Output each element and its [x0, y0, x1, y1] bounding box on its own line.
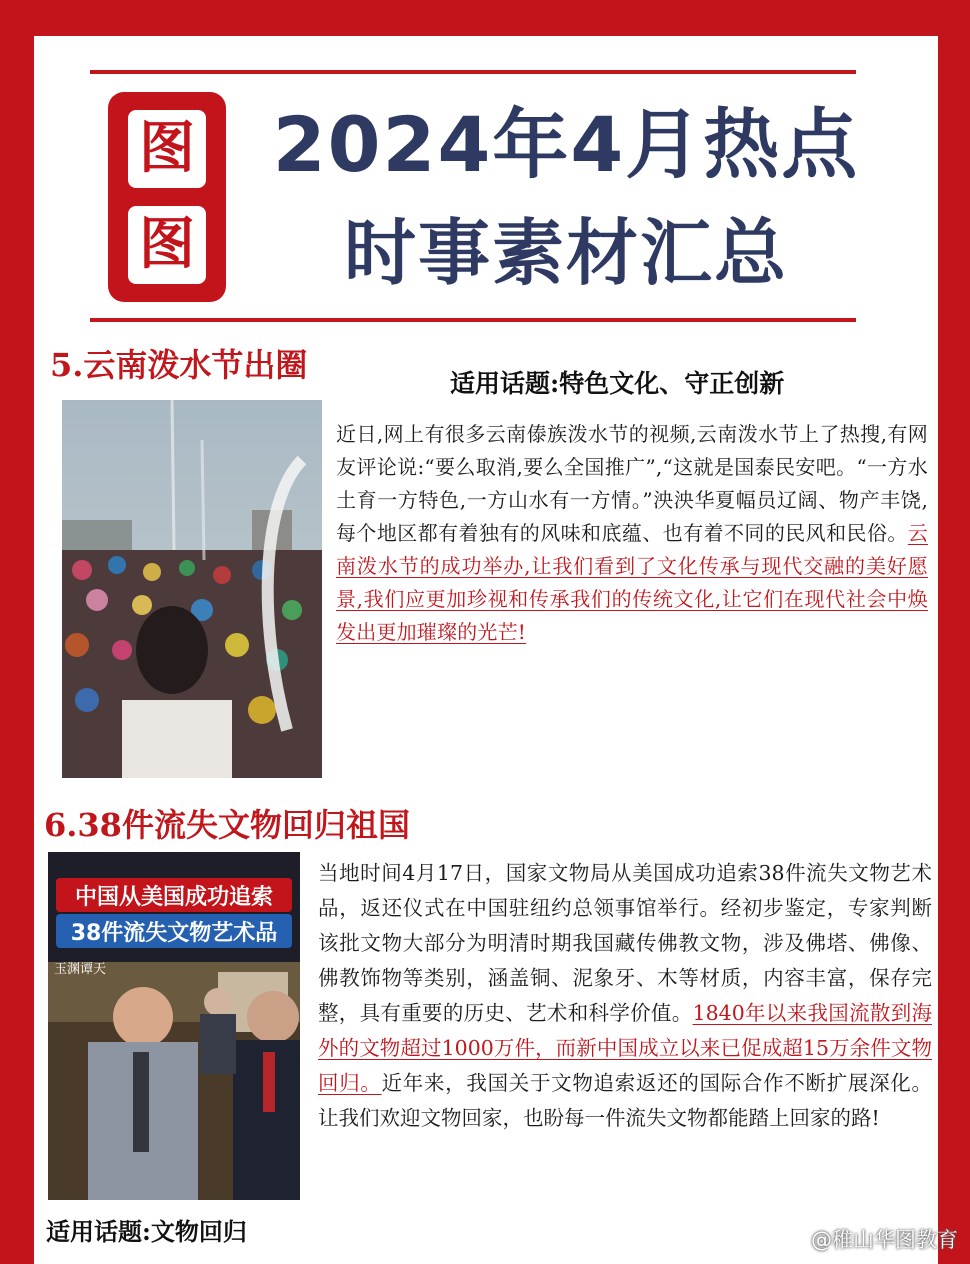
section-6-topic: 适用话题:文物回归 [46, 1217, 247, 1246]
artifacts-news-photo [48, 852, 300, 1200]
section-6-body [318, 856, 932, 1136]
section-5-topic: 适用话题:特色文化、守正创新 [450, 369, 785, 398]
page-title-line1: 2024年4月热点 [272, 100, 860, 189]
photo-banner-1: 中国从美国成功追索 [56, 878, 292, 912]
section-5-title: 5.云南泼水节出圈 [50, 346, 308, 384]
tu-badge [108, 92, 226, 302]
section-5-body-highlight: 云南泼水节的成功举办,让我们看到了文化传承与现代交融的美好愿景,我们应更加珍视和传承我们的传统文化,让它们在现代社会中焕发出更加璀璨的光芒! [336, 521, 928, 644]
water-festival-illustration [62, 400, 322, 778]
section-6-body-after: 近年来，我国关于文物追索返还的国际合作不断扩展深化。让我们欢迎文物回家，也盼每一件流失文物都能踏上回家的路! [318, 1071, 933, 1130]
photo-banner-2: 38件流失文物艺术品 [56, 914, 292, 948]
page-title-line2: 时事素材汇总 [343, 211, 788, 295]
header-bottom-rule [90, 318, 856, 322]
section-5-body-plain: 近日,网上有很多云南傣族泼水节的视频,云南泼水节上了热搜,有网友评论说:“要么取消,要么全国推广”,“这就是国泰民安吧。“一方水土育一方特色,一方山水有一方情。”泱泱华夏幅员辽阔、物产丰饶,每个地区都有着独有的风味和底蕴、也有着不同的民风和民俗。 [336, 422, 928, 545]
section-6-title: 6.38件流失文物回归祖国 [44, 806, 410, 844]
badge-char-top: 图 [128, 110, 206, 188]
water-festival-photo [62, 400, 322, 778]
photo-channel-logo: 玉渊谭天 [54, 962, 107, 977]
badge-char-bottom: 图 [128, 206, 206, 284]
section-5-body [336, 418, 928, 649]
section-6-body-highlight: 1840年以来我国流散到海外的文物超过1000万件，而新中国成立以来已促成超15万余件文物回归。 [318, 1001, 933, 1095]
header-top-rule [90, 70, 856, 74]
section-6-body-plain: 当地时间4月17日，国家文物局从美国成功追索38件流失文物艺术品，返还仪式在中国驻纽约总领事馆举行。经初步鉴定，专家判断该批文物大部分为明清时期我国藏传佛教文物，涉及佛塔、佛像、佛教饰物等类别，涵盖铜、泥象牙、木等材质，内容丰富，保存完整，具有重要的历史、艺术和科学价值。 [318, 861, 932, 1025]
watermark: @稚山华图教育 [811, 1228, 958, 1252]
